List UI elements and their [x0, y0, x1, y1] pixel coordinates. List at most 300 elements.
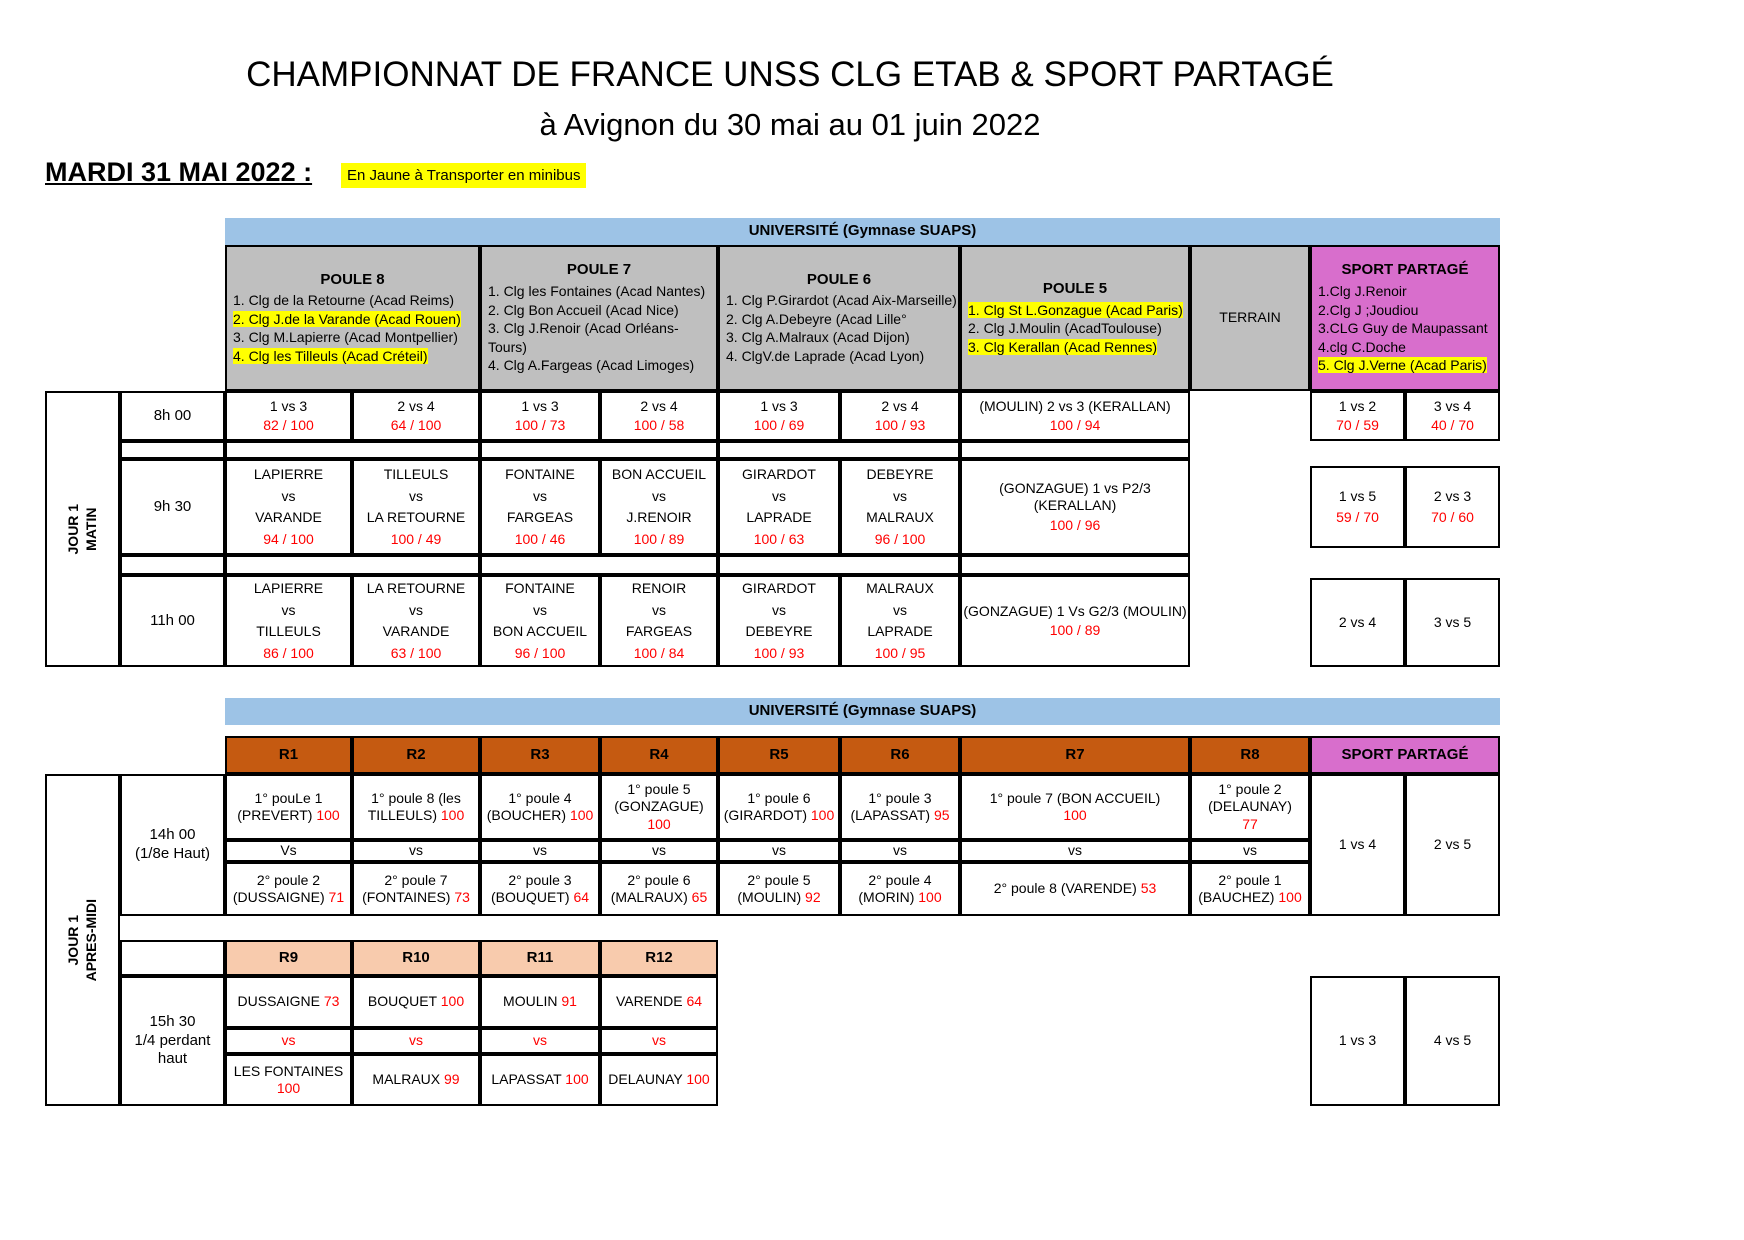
- team-score: 71: [328, 889, 345, 905]
- poule7-header: [480, 245, 718, 391]
- match-label: 2 vs 4: [881, 397, 919, 414]
- match-14h-top-r7: [960, 774, 1190, 840]
- team-score: 73: [323, 993, 340, 1010]
- legend-note: En Jaune à Transporter en minibus: [341, 163, 586, 188]
- match-label: 3 vs 4: [1433, 397, 1472, 414]
- team-score: 92: [805, 889, 821, 905]
- team-name: DUSSAIGNE: [237, 993, 320, 1010]
- poule5-team1: [962, 301, 1183, 319]
- vs-label: vs: [652, 842, 666, 859]
- team-a: MALRAUX: [866, 580, 934, 596]
- spacer-cell: [120, 940, 225, 976]
- match-label: 3 vs 5: [1433, 613, 1472, 630]
- match-15h-bot-r12: [600, 1054, 718, 1106]
- match-label: 1 vs 3: [269, 397, 308, 414]
- poule5-name: POULE 5: [1042, 279, 1108, 297]
- time-11h00-text: 11h 00: [150, 611, 195, 629]
- vs-label: vs: [772, 601, 786, 618]
- team-name: 2° poule 5 (MOULIN): [737, 871, 811, 905]
- match-label: 1 vs 3: [521, 397, 559, 414]
- team-name: VARENDE: [615, 993, 683, 1010]
- match-930-p8a: [225, 459, 352, 555]
- poule6-header: [718, 245, 960, 391]
- match-930-sp1: [1310, 466, 1405, 548]
- team-score: 100: [316, 807, 340, 823]
- match-14h-sp1: [1310, 774, 1405, 916]
- match-15h-bot-r9: [225, 1054, 352, 1106]
- team-b: J.RENOIR: [626, 509, 692, 525]
- sport-partage-header: [1310, 245, 1500, 391]
- poule8-header: [225, 245, 480, 391]
- seed-entry: [842, 872, 958, 907]
- match-label: (GONZAGUE) 1 Vs G2/3 (MOULIN): [963, 602, 1187, 619]
- sport-team4: 4.clg C.Doche: [1318, 338, 1406, 355]
- round-header-r6: [840, 736, 960, 774]
- match-score: 100 / 94: [1049, 417, 1101, 433]
- match-label: 1 vs 3: [1338, 1032, 1377, 1049]
- match-15h-top-r12: [600, 976, 718, 1028]
- spacer-cell: [718, 441, 960, 459]
- poule7-team4: 4. Clg A.Fargeas (Acad Limoges): [488, 357, 695, 374]
- match-14h-bot-r5: [718, 862, 840, 916]
- match-score: 40 / 70: [1431, 417, 1474, 433]
- side-label-morning-text: [64, 504, 100, 555]
- match-15h-sp1: [1310, 976, 1405, 1106]
- vs-label: vs: [1243, 842, 1257, 859]
- match-930-p6b: [840, 459, 960, 555]
- match-score: 86 / 100: [263, 644, 314, 661]
- seed-entry: [227, 790, 350, 825]
- team-name: LAPASSAT: [491, 1071, 562, 1088]
- vs-cell-r1: [225, 840, 352, 862]
- vs-label: vs: [893, 842, 907, 859]
- match-label: 4 vs 5: [1433, 1032, 1472, 1049]
- match-8h-sp1: [1310, 391, 1405, 441]
- poule7-team3: 3. Clg J.Renoir (Acad Orléans-Tours): [488, 320, 679, 355]
- time-15h30-round2: haut: [157, 1050, 188, 1068]
- team-b: FARGEAS: [506, 509, 574, 525]
- round-label: R5: [769, 745, 789, 763]
- match-score: 59 / 70: [1336, 509, 1379, 525]
- match-score: 100 / 63: [753, 530, 805, 547]
- match-14h-bot-r3: [480, 862, 600, 916]
- match-15h-top-r9: [225, 976, 352, 1028]
- vs-label: vs: [533, 842, 547, 859]
- match-score: 100 / 84: [633, 644, 685, 661]
- round-label: R10: [402, 948, 430, 966]
- vs-label: vs: [409, 842, 423, 859]
- team-score: 100: [1278, 889, 1302, 905]
- vs-cell-r6: [840, 840, 960, 862]
- vs-cell-r12: [600, 1028, 718, 1054]
- team-score: 100: [686, 1071, 710, 1088]
- vs-label: vs: [409, 1032, 423, 1049]
- team-name: 1° pouLe 1 (PREVERT): [237, 789, 323, 823]
- team-score: 99: [444, 1071, 460, 1088]
- sport-team3: 3.CLG Guy de Maupassant: [1318, 320, 1488, 337]
- time-label-9h30: [120, 459, 225, 555]
- match-8h-p7b: [600, 391, 718, 441]
- vs-label: vs: [281, 1032, 296, 1049]
- team-name: BOUQUET: [367, 993, 437, 1010]
- terrain-label: TERRAIN: [1219, 309, 1281, 326]
- time-label-11h00: [120, 575, 225, 667]
- side-morning-line1: JOUR 1: [65, 503, 82, 555]
- match-14h-bot-r4: [600, 862, 718, 916]
- team-b: FARGEAS: [625, 623, 693, 639]
- team-name: 2° poule 7 (FONTAINES): [362, 871, 451, 905]
- round-label: R7: [1065, 745, 1085, 763]
- match-930-p7a: [480, 459, 600, 555]
- vs-label: vs: [1068, 842, 1082, 859]
- team-name: 2° poule 3 (BOUQUET): [490, 871, 572, 905]
- match-label: 2 vs 5: [1433, 836, 1472, 853]
- seed-entry: [235, 993, 343, 1011]
- team-name: MOULIN: [503, 993, 558, 1010]
- seed-entry: [482, 872, 598, 907]
- sport-team2: 2.Clg J ;Joudiou: [1318, 301, 1419, 318]
- poule6-team1: 1. Clg P.Girardot (Acad Aix-Marseille): [726, 292, 957, 309]
- vs-label: vs: [772, 842, 786, 859]
- match-score: 70 / 59: [1336, 417, 1379, 433]
- poule8-team3: 3. Clg M.Lapierre (Acad Montpellier): [233, 329, 458, 346]
- vs-cell-r4: [600, 840, 718, 862]
- spacer-cell: [480, 555, 718, 575]
- team-score: 100: [810, 807, 835, 823]
- sport-team5: [1312, 356, 1487, 374]
- spacer-cell: [480, 441, 718, 459]
- match-14h-top-r1: [225, 774, 352, 840]
- side-label-morning: [45, 391, 120, 667]
- seed-entry: [602, 872, 716, 907]
- team-score: 64: [573, 889, 590, 905]
- match-930-p7b: [600, 459, 718, 555]
- team-name: 1° poule 7 (BON ACCUEIL): [989, 789, 1161, 806]
- vs-cell-r8: [1190, 840, 1310, 862]
- team-score: 53: [1140, 880, 1157, 897]
- round-label: R9: [278, 948, 299, 966]
- vs-label: vs: [652, 601, 666, 618]
- team-name: 1° poule 4 (BOUCHER): [486, 789, 572, 823]
- team-score: 100: [1063, 807, 1087, 823]
- round-label: R6: [890, 745, 910, 763]
- match-11h-p8b: [352, 575, 480, 667]
- round-header-r8: [1190, 736, 1310, 774]
- vs-label: vs: [533, 1032, 547, 1049]
- team-b: TILLEULS: [256, 623, 321, 639]
- poule8-team1: 1. Clg de la Retourne (Acad Reims): [233, 292, 454, 309]
- match-14h-bot-r8: [1190, 862, 1310, 916]
- round-header-r1: [225, 736, 352, 774]
- time-15h30-text: 15h 30: [149, 1012, 196, 1030]
- poule6-team2: 2. Clg A.Debeyre (Acad Lille°: [726, 310, 907, 327]
- vs-label: vs: [652, 1032, 666, 1049]
- team-score: 100: [276, 1080, 301, 1096]
- team-name: 1° poule 8 (les TILLEULS): [367, 789, 461, 823]
- side-label-afternoon: [45, 774, 120, 1106]
- vs-cell-r5: [718, 840, 840, 862]
- seed-entry: [227, 872, 350, 907]
- team-a: BON ACCUEIL: [611, 466, 707, 482]
- match-score: 100 / 89: [1049, 622, 1101, 638]
- venue-label: UNIVERSITÉ (Gymnase SUAPS): [748, 702, 977, 720]
- match-14h-top-r8: [1190, 774, 1310, 840]
- vs-cell-r7: [960, 840, 1190, 862]
- match-14h-bot-r6: [840, 862, 960, 916]
- round-header-r7: [960, 736, 1190, 774]
- vs-cell-r2: [352, 840, 480, 862]
- match-score: 100 / 58: [633, 417, 685, 433]
- match-score: 100 / 89: [633, 530, 685, 547]
- team-name: 2° poule 8 (VARENDE): [993, 880, 1137, 897]
- round-header-r2: [352, 736, 480, 774]
- date-heading: MARDI 31 MAI 2022 :: [45, 157, 313, 187]
- round-header-r10: [352, 940, 480, 976]
- match-11h-sp2: [1405, 578, 1500, 667]
- match-label: 1 vs 5: [1338, 487, 1377, 504]
- round-header-r3: [480, 736, 600, 774]
- poule5-team3-text: 3. Clg Kerallan (Acad Rennes): [968, 338, 1158, 355]
- team-name: 1° poule 3 (LAPASSAT): [850, 789, 932, 823]
- round-label: R2: [406, 745, 426, 763]
- seed-entry: [365, 993, 467, 1011]
- round-label: R3: [530, 745, 550, 763]
- poule8-team2: [227, 310, 461, 328]
- team-b: LA RETOURNE: [366, 509, 466, 525]
- spacer-cell: [960, 441, 1190, 459]
- match-label: (MOULIN) 2 vs 3 (KERALLAN): [979, 397, 1171, 414]
- side-morning-line2: MATIN: [83, 507, 100, 551]
- match-11h-p6a: [718, 575, 840, 667]
- match-score: 100 / 49: [390, 530, 442, 547]
- round-header-r9: [225, 940, 352, 976]
- seed-entry: [605, 1071, 712, 1089]
- team-name: 2° poule 6 (MALRAUX): [610, 871, 691, 905]
- team-name: 1° poule 2 (DELAUNAY): [1208, 780, 1292, 815]
- time-label-14h00: [120, 774, 225, 916]
- team-score: 91: [561, 993, 577, 1010]
- vs-label: vs: [281, 487, 296, 504]
- team-a: DEBEYRE: [866, 466, 934, 482]
- match-14h-top-r2: [352, 774, 480, 840]
- vs-label: vs: [893, 601, 907, 618]
- poule6-team4: 4. ClgV.de Laprade (Acad Lyon): [726, 347, 925, 364]
- team-b: LAPRADE: [867, 623, 933, 639]
- team-a: TILLEULS: [383, 466, 449, 482]
- sport-partage-label: SPORT PARTAGÉ: [1341, 745, 1469, 763]
- match-15h-bot-r11: [480, 1054, 600, 1106]
- team-score: 65: [691, 889, 708, 905]
- seed-entry: [1192, 872, 1308, 907]
- team-a: FONTAINE: [505, 580, 575, 596]
- match-label: 2 vs 4: [640, 397, 678, 414]
- match-8h-p8b: [352, 391, 480, 441]
- team-name: LES FONTAINES: [233, 1062, 344, 1079]
- round-header-r12: [600, 940, 718, 976]
- match-score: 63 / 100: [390, 644, 442, 661]
- vs-label: vs: [533, 487, 547, 504]
- team-score: 95: [933, 807, 950, 823]
- match-score: 96 / 100: [514, 644, 566, 661]
- match-930-p5: [960, 459, 1190, 555]
- vs-cell-r10: [352, 1028, 480, 1054]
- poule7-team2: 2. Clg Bon Accueil (Acad Nice): [488, 301, 679, 318]
- vs-label: vs: [409, 487, 423, 504]
- sport-partage-name: SPORT PARTAGÉ: [1341, 261, 1469, 279]
- team-a: FONTAINE: [505, 466, 575, 482]
- terrain-header: [1190, 245, 1310, 391]
- team-b: VARANDE: [255, 509, 322, 525]
- match-score: 100 / 96: [1049, 516, 1101, 533]
- round-label: R11: [526, 948, 554, 966]
- round-header-r4: [600, 736, 718, 774]
- seed-entry: [227, 1063, 350, 1098]
- team-a: RENOIR: [631, 580, 687, 596]
- venue-label: UNIVERSITÉ (Gymnase SUAPS): [748, 222, 977, 240]
- match-score: 96 / 100: [874, 530, 926, 547]
- team-score: 100: [647, 815, 671, 832]
- page-subtitle: à Avignon du 30 mai au 01 juin 2022: [539, 107, 1041, 142]
- team-score: 73: [454, 889, 470, 905]
- poule8-team2-text: 2. Clg J.de la Varande (Acad Rouen): [233, 310, 461, 327]
- poule5-team3: [962, 338, 1157, 356]
- time-label-8h00: [120, 391, 225, 441]
- team-b: DEBEYRE: [745, 623, 813, 639]
- match-8h-p5: [960, 391, 1190, 441]
- team-score: 100: [440, 993, 465, 1010]
- match-15h-bot-r10: [352, 1054, 480, 1106]
- match-15h-top-r10: [352, 976, 480, 1028]
- team-score: 100: [569, 807, 594, 823]
- team-score: 100: [918, 889, 942, 905]
- spacer-cell: [120, 555, 225, 575]
- team-name: DELAUNAY: [608, 1071, 683, 1088]
- round-header-r5: [718, 736, 840, 774]
- team-b: VARANDE: [382, 623, 450, 639]
- team-score: 77: [1242, 815, 1258, 832]
- time-15h30-round: 1/4 perdant: [134, 1031, 211, 1049]
- spacer-cell: [120, 441, 225, 459]
- seed-entry: [482, 790, 598, 825]
- match-11h-p7a: [480, 575, 600, 667]
- poule6-name: POULE 6: [806, 270, 872, 288]
- match-14h-top-r4: [600, 774, 718, 840]
- match-score: 100 / 73: [514, 417, 566, 433]
- team-b: BON ACCUEIL: [492, 623, 588, 639]
- team-name: 2° poule 4 (MORIN): [858, 871, 932, 905]
- round-label: R4: [649, 745, 669, 763]
- seed-entry: [354, 790, 478, 825]
- spacer-cell: [225, 441, 480, 459]
- match-14h-sp2: [1405, 774, 1500, 916]
- match-8h-p6a: [718, 391, 840, 441]
- match-label: (GONZAGUE) 1 vs P2/3 (KERALLAN): [999, 479, 1151, 514]
- match-score: 100 / 95: [874, 644, 926, 661]
- match-11h-sp1: [1310, 578, 1405, 667]
- match-score: 82 / 100: [263, 417, 314, 433]
- team-score: 100: [440, 807, 465, 823]
- vs-cell-r11: [480, 1028, 600, 1054]
- match-label: 2 vs 4: [397, 397, 435, 414]
- team-b: LAPRADE: [746, 509, 812, 525]
- side-afternoon-line1: JOUR 1: [65, 914, 82, 966]
- match-11h-p7b: [600, 575, 718, 667]
- time-8h00-text: 8h 00: [153, 406, 192, 424]
- round-label: R12: [645, 948, 673, 966]
- vs-label: vs: [652, 487, 666, 504]
- round-label: R1: [278, 745, 299, 763]
- match-label: 2 vs 4: [1338, 613, 1377, 630]
- page-title: CHAMPIONNAT DE FRANCE UNSS CLG ETAB & SPORT PARTAGÉ: [246, 55, 1334, 94]
- match-label: 1 vs 3: [760, 397, 798, 414]
- poule8-name: POULE 8: [320, 270, 385, 288]
- match-11h-p8a: [225, 575, 352, 667]
- vs-label: vs: [533, 601, 547, 618]
- time-14h00-round: (1/8e Haut): [134, 845, 211, 862]
- match-score: 64 / 100: [390, 417, 442, 433]
- side-afternoon-line2: APRES-MIDI: [83, 898, 100, 982]
- venue-header-afternoon: [225, 698, 1500, 725]
- match-14h-bot-r1: [225, 862, 352, 916]
- spacer-cell: [225, 555, 480, 575]
- team-score: 64: [686, 993, 703, 1010]
- seed-entry: [500, 993, 580, 1011]
- match-15h-sp2: [1405, 976, 1500, 1106]
- team-name: 2° poule 2 (DUSSAIGNE): [232, 871, 325, 905]
- poule5-header: [960, 245, 1190, 391]
- match-score: 70 / 60: [1431, 509, 1474, 525]
- seed-entry: [369, 1071, 462, 1089]
- team-a: LA RETOURNE: [366, 580, 466, 596]
- poule7-name: POULE 7: [566, 261, 632, 279]
- seed-entry: [991, 880, 1160, 898]
- seed-entry: [720, 790, 838, 825]
- round-header-r11: [480, 940, 600, 976]
- round-label: R8: [1240, 745, 1260, 763]
- vs-label: vs: [281, 601, 296, 618]
- match-14h-top-r6: [840, 774, 960, 840]
- match-label: 1 vs 2: [1338, 397, 1377, 414]
- seed-entry: [987, 790, 1164, 808]
- match-8h-sp2: [1405, 391, 1500, 441]
- vs-cell-r9: [225, 1028, 352, 1054]
- vs-label: vs: [772, 487, 786, 504]
- match-8h-p8a: [225, 391, 352, 441]
- seed-entry: [1192, 781, 1308, 816]
- team-a: LAPIERRE: [253, 580, 324, 596]
- match-14h-bot-r2: [352, 862, 480, 916]
- team-a: GIRARDOT: [742, 580, 816, 596]
- team-a: LAPIERRE: [253, 466, 324, 482]
- team-name: 2° poule 1 (BAUCHEZ): [1198, 871, 1282, 905]
- poule5-team2: 2. Clg J.Moulin (AcadToulouse): [968, 320, 1162, 337]
- match-score: 100 / 93: [874, 417, 926, 433]
- time-9h30-text: 9h 30: [153, 497, 192, 515]
- match-930-p8b: [352, 459, 480, 555]
- venue-header-morning: [225, 218, 1500, 245]
- seed-entry: [602, 781, 716, 834]
- poule5-team1-text: 1. Clg St L.Gonzague (Acad Paris): [968, 301, 1183, 318]
- seed-entry: [720, 872, 838, 907]
- team-a: GIRARDOT: [742, 466, 816, 482]
- poule8-team4: [227, 347, 428, 365]
- seed-entry: [613, 993, 705, 1011]
- match-11h-p6b: [840, 575, 960, 667]
- poule7-team1: 1. Clg les Fontaines (Acad Nantes): [488, 283, 706, 300]
- sport-team5-text: 5. Clg J.Verne (Acad Paris): [1318, 357, 1487, 374]
- match-8h-p7a: [480, 391, 600, 441]
- match-14h-top-r3: [480, 774, 600, 840]
